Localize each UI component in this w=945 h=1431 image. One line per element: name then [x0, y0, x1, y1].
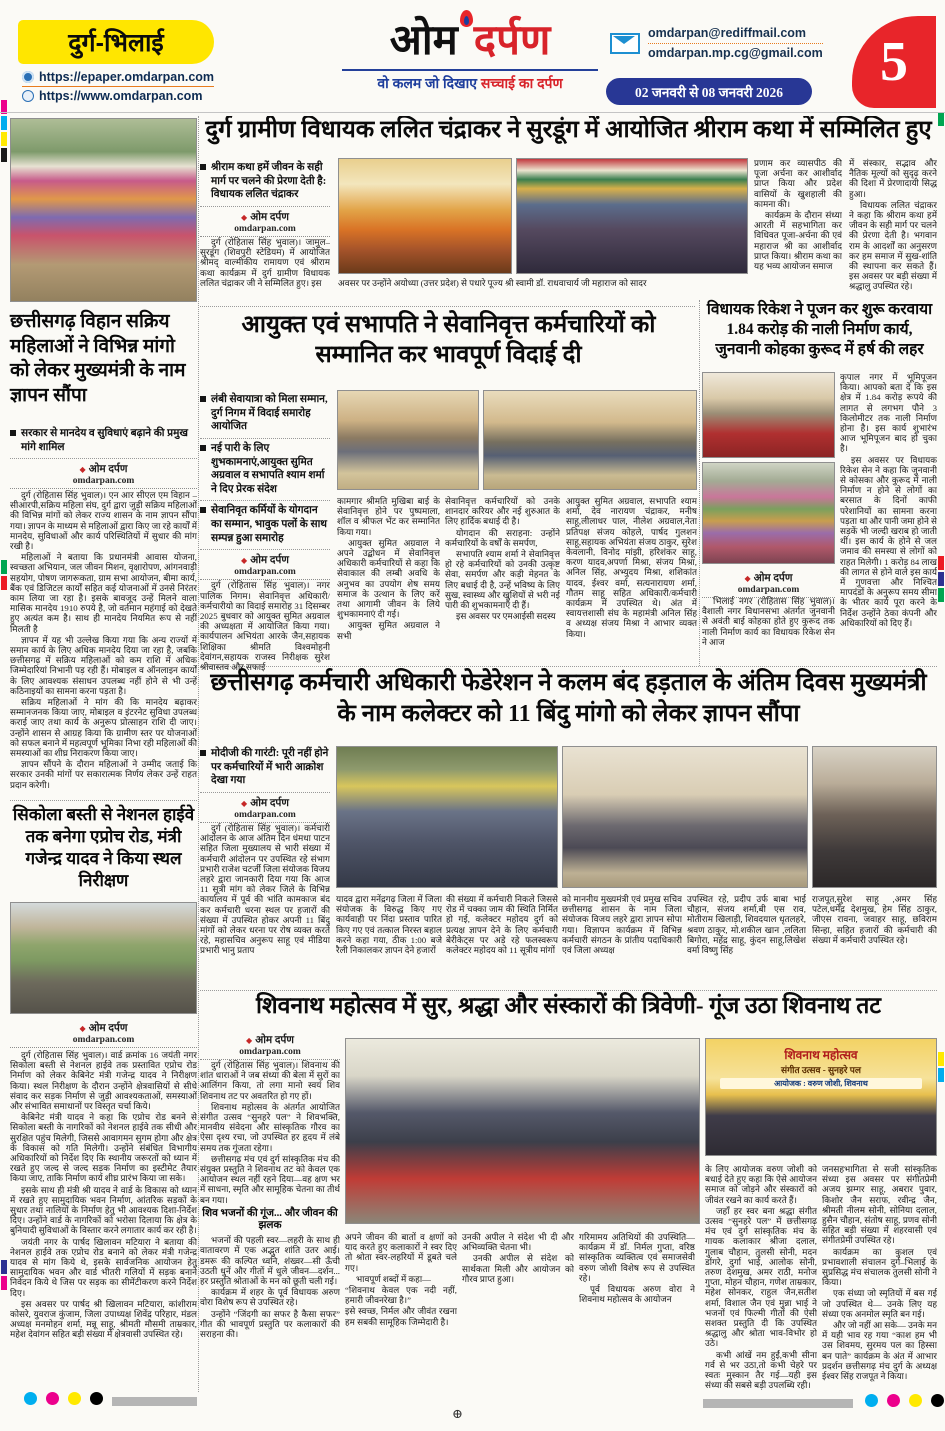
byline-site: omdarpan.com: [234, 809, 296, 820]
federation-col5: उपस्थित रहे, प्रदीप उर्फ बाबा भाई चौहान, संजय शर्मा,बी एस राव, मोतीराम खिलाड़ी, शिवदयाल धृतलहरे, श्रवण ठाकुर, मो.शकील खान ,ललिता बिगोरा, महेंद्र साहू, कुंदन साहू,लिखेश वर्मा विष्णु सिंह: [687, 894, 806, 956]
shivnath-colC: गरिमामय अतिथियों की उपस्थिति— कार्यक्रम में डॉ. निर्मल गुप्ता, वरिष्ठ सांस्कृतिक व्यक्तित्व एवं समाजसेवी वरुण जोशी विशेष रूप से उपस्थित रहे। पूर्व विधायक अरुण वोरा ने शिवनाथ महोत्सव के आयोजन: [579, 1232, 695, 1305]
photo-shivnath-group: [345, 1038, 700, 1224]
photo-sikola-inspection: [10, 902, 197, 1014]
registration-mark: ⊕: [452, 1406, 463, 1421]
byline: [200, 1030, 340, 1060]
black-dot: [90, 1392, 103, 1405]
diamond-icon: ◆: [241, 556, 248, 566]
article-shriram: [200, 116, 937, 304]
photo-federation-rally: [336, 746, 558, 888]
diamond-icon: ◆: [246, 1036, 253, 1045]
rikesh-body-left: भिलाई नगर (रोहितास सिंह भुवाल)। वैशाली नगर विधानसभा अंतर्गत जुनवानी से अवंती बाई कोहका होते हुए कुरूद तक नाली निर्माण कार्य का विधायक रिकेश सेन ने आज: [702, 596, 835, 647]
diamond-icon: ◆: [241, 212, 248, 222]
logo-tagline: [336, 74, 604, 93]
website-url-link[interactable]: [22, 87, 214, 105]
shriram-headline: दुर्ग ग्रामीण विधायक ललित चंद्राकर ने सुरडूंग में आयोजित श्रीराम कथा में सम्मिलित हुए: [205, 117, 932, 143]
diamond-icon: ◆: [79, 1024, 86, 1033]
article-shivnath: [200, 992, 937, 1422]
diamond-icon: ◆: [79, 465, 86, 475]
shriram-bullet: [200, 158, 330, 207]
vihaan-headline: छत्तीसगढ़ विहान सक्रिय महिलाओं ने विभिन्न मांगो को लेकर मुख्यमंत्री के नाम ज्ञापन सौंपा: [10, 311, 186, 407]
bullet-square-icon: [200, 164, 206, 170]
sikola-headline: सिकोला बस्ती से नेशनल हाईवे तक बनेगा एप्रोच रोड, मंत्री गजेन्द्र यादव ने किया स्थल निरीक्षण: [12, 805, 195, 891]
byline-site: omdarpan.com: [737, 585, 800, 595]
email-rediffmail[interactable]: omdarpan@rediffmail.com: [648, 24, 823, 44]
byline-site: omdarpan.com: [72, 476, 135, 487]
shriram-col3: प्रणाम कर व्यासपीठ की पूजा अर्चना कर आशीर्वाद प्राप्त किया और प्रदेश वासियों के खुशहाली की कामना की। कार्यक्रम के दौरान संध्या आरती में सहभागिता कर विधिवत पूजा-अर्चना की एवं महाराज श्री का आशीर्वाद प्राप्त किया। श्रीराम कथा का यह भव्य आयोजन समाज: [754, 158, 842, 272]
shriram-col4: में संस्कार, सद्भाव और नैतिक मूल्यों को सुदृढ़ करने की दिशा में प्रेरणादायी सिद्ध हुआ। विधायक ललित चंद्राकर ने कहा कि श्रीराम कथा हमें जीवन के सही मार्ग पर चलने की प्रेरणा देती है। भगवान राम के आदर्शों का अनुसरण कर हम समाज में सुख-शांति की स्थापना कर सकते हैं। इस अवसर पर बड़ी संख्या में श्रद्धालु उपस्थित रहे।: [849, 158, 937, 292]
print-color-patch: [1, 560, 7, 574]
vidai-bullet-3: सेवानिवृत कर्मियों के योगदान का सम्मान, भावुक पलों के साथ सम्पन्न हुआ समारोह: [200, 501, 330, 550]
section-divider: [10, 800, 197, 801]
byline-site: omdarpan.com: [234, 223, 296, 234]
yellow-dot: [909, 1394, 922, 1407]
email-icon: [610, 33, 640, 54]
byline: [10, 459, 197, 489]
diamond-icon: ◆: [241, 798, 248, 808]
photo-shriram-stage: [338, 158, 512, 274]
gray-bar: [703, 1399, 853, 1408]
byline: [200, 207, 330, 237]
print-marks-right: [703, 1394, 944, 1412]
column-divider: [699, 300, 700, 666]
shivnath-subhead: शिव भजनों की गूंज... और जीवन की झलक: [202, 1207, 338, 1232]
issue-date-text: 02 जनवरी से 08 जनवरी 2026: [634, 84, 784, 100]
photo-shivnath-stage: [705, 1038, 937, 1156]
byline: [10, 1018, 197, 1048]
federation-headline: छत्तीसगढ़ कर्मचारी अधिकारी फेडेरेशन ने कलम बंद हड़ताल के अंतिम दिवस मुख्यमंत्री के नाम कलेक्टर को 11 बिंदु मांगो को लेकर ज्ञापन सौंपा: [210, 670, 927, 728]
byline: [702, 568, 835, 598]
magenta-dot: [46, 1392, 59, 1405]
bullet-square-icon: [200, 396, 206, 402]
page-number: 5: [880, 31, 908, 93]
byline-brand: ओम दर्पण: [88, 1023, 128, 1034]
shriram-intro: दुर्ग (रोहितास सिंह भुवाल)। जामुल–सुरडूंग (शिवपुरी स्टेडियम) में आयोजित श्रीमद् वाल्मीकीय रामायण एवं श्रीराम कथा कार्यक्रम में दुर्ग ग्रामीण विधायक ललित चंद्राकर जी ने सम्मिलित हुए। इस: [200, 236, 330, 288]
epaper-url[interactable]: https://epaper.omdarpan.com: [39, 70, 215, 84]
newspaper-logo: [336, 10, 604, 93]
yellow-dot: [68, 1392, 81, 1405]
byline-brand: ओम दर्पण: [250, 797, 289, 809]
print-color-patch: [938, 556, 944, 570]
federation-col2: यादव द्वारा मनेंद्रगढ़ जिला में जिला संयोजक के विरुद्ध किए गए कार्यवाही पर निंदा प्रस्ताव पारित किए गए एवं तत्काल निरस्त बहाल करने कहा गया, ठीक 1:00 बजे रैली निकालकर ज्ञापन देने हजारों: [336, 894, 442, 956]
flame-pen-icon: [460, 10, 473, 27]
header-divider: [0, 112, 945, 113]
stage-banner-text: शिवनाथ महोत्सव संगीत उत्सव - सुनहरे पल आयोजक : वरुण जोशी, शिवनाथ: [720, 1046, 922, 1089]
page-number-badge: [852, 16, 936, 108]
federation-bullet: मोदीजी की गारंटी: पूरी नहीं होने पर कर्मचारियों में भारी आक्रोश देखा गया: [200, 744, 330, 793]
shivnath-colD: के लिए आयोजक वरुण जोशी को बधाई देते हुए कहा कि ऐसे आयोजन समाज को जोड़ने और संस्कारों को जीवंत रखने का कार्य करते हैं। जहाँ हर स्वर बना श्रद्धा संगीत उत्सव “सुनहरे पल” में छत्तीसगढ़ मंच एवं दुर्ग सांस्कृतिक मंच के गायक कलाकार श्रीजा दलाल, गुलाब चौहान, तुलसी सोनी, मदन डोंगरे, दुर्गा भाई, आलोक सोनी, तरुण देशमुख, अमर राठी, मनोज गुप्ता, मोहन चौहान, गणेश ताम्रकार, महेश सोनकर, राहुल जैन,सतीश शर्मा, विशाल जैन एवं मुन्ना भाई ने भजनों एवं फिल्मी गीतों की ऐसी सशक्त प्रस्तुति दी कि उपस्थित श्रद्धालु और श्रोता भाव-विभोर हो उठे। कभी आंखें नम हुईं,कभी सीना गर्व से भर उठा,तो कभी चेहरे पर स्वतः मुस्कान तैर गई—यही इस संध्या की सबसे बड़ी उपलब्धि रही।: [705, 1164, 817, 1391]
shivnath-col1: दुर्ग (रोहितास सिंह भुवाल)। शिवनाथ की शांत धाराओं ने जब संध्या की बेला में सुरों का आलिंगन किया, तो लगा मानो स्वयं शिव शिवनाथ तट पर अवतरित हो गए हों। शिवनाथ महोत्सव के अंतर्गत आयोजित संगीत उत्सव “सुनहरे पल” ने शिवभक्ति, मानवीय संवेदना और सांस्कृतिक गौरव का ऐसा दृश्य रचा, जो उपस्थित हर हृदय में लंबे समय तक गूंजता रहेगा। छत्तीसगढ़ मंच एवं दुर्ग सांस्कृतिक मंच की संयुक्त प्रस्तुति ने शिवनाथ तट को केवल एक आयोजन स्थल नहीं रहने दिया—वह क्षण भर में साधना, स्मृति और सामूहिक चेतना का तीर्थ बन गया। शिव भजनों की गूंज... और जीवन की झलक भजनों की पहली स्वर—लहरी के साथ ही वातावरण में एक अद्भुत शांति उतर आई। डमरू की कल्पित ध्वनि, शंख्वर—सी ऊँची उठती धुनें और गीतों में धुले जीवन—दर्शन... हर प्रस्तुति श्रोताओं के मन को छूती चली गई। कार्यक्रम में शहर के पूर्व विधायक अरुण वोरा विशेष रूप से उपस्थित रहे। उन्होंने “जिंदगी का सफर है कैसा सफर” गीत की भावपूर्ण प्रस्तुति पर कलाकारों की सराहना की।: [200, 1060, 340, 1340]
gray-bar: [112, 1397, 197, 1406]
photo-federation-officials: [812, 746, 937, 888]
vihaan-body: दुर्ग (रोहितास सिंह भुवाल)। एन आर सीएल एम विहान – सीआरपी,सक्रिय महिला संघ, दुर्ग द्वारा जुड़ी सक्रिय महिलाओं की विभिन्न मांगों को लेकर राज्य शासन के नाम ज्ञापन सौंपा गया। ज्ञापन के माध्यम से महिलाओं द्वारा किए जा रहे कार्यों में मानदेय, सुविधाओं और कार्य परिस्थितियों में सुधार की मांग रखी है। महिलाओं ने बताया कि प्रधानमंत्री आवास योजना, स्वच्छता अभियान, जल जीवन मिशन, वृक्षारोपण, आंगनवाड़ी सहयोग, पोषण जागरूकता, ग्राम सभा आयोजन, बीमा कार्य, बैंक एवं डिजिटल कार्यों सहित कई योजनाओं में उनसे निरंतर काम लिया जा रहा है। इसके बावजूद उन्हें मिलने वाला मासिक मानदेय 1910 रुपये है, जो वर्तमान महंगाई को देखते हुए अत्यंत कम है। साथ ही मानदेय नियमित रूप से नहीं मिलती है ज्ञापन में यह भी उल्लेख किया गया कि अन्य राज्यों में समान कार्य के लिए अधिक मानदेय दिया जा रहा है, जबकि छत्तीसगढ़ में सक्रिय महिलाओं को कम राशि में अधिक जिम्मेदारियां निभानी पड़ रही हैं। मोबाइल व ऑनलाइन कार्यों के लिए आवश्यक संसाधन उपलब्ध नहीं होने से भी उन्हें कठिनाइयों का सामना करना पड़ता है। सक्रिय महिलाओं ने मांग की कि मानदेय बढ़ाकर सम्मानजनक किया जाए, मोबाइल व इंटरनेट सुविधा उपलब्ध कराई जाए तथा कार्य के अनुरूप प्रोत्साहन राशि दी जाए। उन्होंने शासन से आग्रह किया कि ग्रामीण स्तर पर योजनाओं को सफल बनाने में महत्वपूर्ण भूमिका निभा रही महिलाओं की समस्याओं का शीघ्र निराकरण किया जाए। ज्ञापन सौंपने के दौरान महिलाओं ने उम्मीद जताई कि सरकार उनकी मांगों पर सकारात्मक निर्णय लेकर उन्हें राहत प्रदान करेगी।: [10, 490, 197, 790]
bullet-square-icon: [200, 445, 206, 451]
print-color-patch: [1, 1276, 7, 1290]
photo-shriram-crowd: [516, 158, 748, 274]
federation-col3: की संख्या में कर्मचारी निकले जिससे रोड में चक्का जाम की स्थिति निर्मित हो गई, कलेक्टर महोदय दुर्ग को प्रत्यक्ष ज्ञापन देने के लिए कर्मचारी बेरीकेट्स पर अड़े रहे फलस्वरूप कलेक्टर महोदय को 11 सूत्रीय मांगों: [446, 894, 558, 956]
federation-col6: राजपूत,सुरेश साहू ,अमर सिंह पटेल,धर्मेंद्र देशमुख, हेम सिंह ठाकुर, जीएस रावना, जवाहर साहू, छविराम सिन्हा, सहित हजारों की कर्मचारी की संख्या में कर्मचारी उपस्थित रहे।: [812, 894, 937, 945]
tagline-prefix: वो कलम जो दिखाए: [377, 75, 481, 91]
byline: [200, 793, 330, 823]
rikesh-headline: विधायक रिकेश ने पूजन कर शुरू करवाया 1.84 करोड़ की नाली निर्माण कार्य, जुनवानी कोहका कुरूद में हर्ष की लहर: [706, 301, 933, 359]
black-dot: [931, 1394, 944, 1407]
vidai-col1: दुर्ग (रोहितास सिंह भुवाल)। नगर पालिक निगम। सेवानिवृत्त अधिकारी/कर्मचारीयो का विदाई समारोह 31 दिसम्बर 2025 बुधवार को आयुक्त सुमित अग्रवाल की अध्यक्षता में आयोजित किया गया। कार्यपालन अभियंता आरके जैन,सहायक शिक्षिका श्रीमति विश्वमोहनी देवांगन,सहायक राजस्व निरीक्षक सुरेश श्रीवास्तव और सफाई: [200, 580, 330, 673]
link-icon: [22, 71, 34, 83]
logo-word-darpan: दर्पण: [473, 18, 551, 64]
byline-brand: ओम दर्पण: [88, 464, 128, 476]
email-gmail[interactable]: omdarpan.mp.cg@gmail.com: [648, 45, 823, 60]
bullet-square-icon: [10, 430, 16, 436]
byline-brand: ओम दर्पण: [250, 211, 289, 223]
print-color-patch: [1, 116, 7, 130]
vidai-col2: कामगार श्रीमति मुखिबा बाई के सेवानिवृत्त होने पर पुष्पमाला, शॉल व श्रीफल भेंट कर सम्मानित किया गया। आयुक्त सुमित अग्रवाल ने अपने उद्बोधन में सेवानिवृत्त अधिकारी कर्मचारियों से कहा कि सेवाकाल की लम्बी अवधि के अनुभव का उपयोग शेष समय समाज के उत्थान के लिए करें तथा आगामी जीवन के लिये शुभकामनाएं दी गई। आयुक्त सुमित अग्रवाल ने सभी: [337, 496, 440, 641]
print-color-patch: [1, 576, 7, 590]
vidai-bullet-1: लंबी सेवायात्रा को मिला सम्मान, दुर्ग निगम में विदाई समारोह आयोजित: [200, 390, 330, 439]
cyan-dot: [865, 1394, 878, 1407]
photo-vihaan-protest: [10, 118, 197, 302]
photo-vidai-hall-2: [483, 390, 697, 490]
print-color-patch: [1, 1260, 7, 1274]
site-urls: [22, 68, 214, 105]
byline-brand: ओम दर्पण: [250, 555, 289, 567]
print-color-patch: [938, 112, 944, 126]
article-federation: [200, 668, 937, 990]
vidai-bullet-2: नई पारी के लिए शुभकामनाएं,आयुक्त सुमित अग्रवाल व सभापति श्याम शर्मा ने दिए प्रेरक संदेश: [200, 439, 330, 502]
issue-date-banner: [606, 78, 812, 105]
vihaan-bullet-text: सरकार से मानदेय व सुविधाएं बढ़ाने की प्रमुख मांगे शामिल: [21, 428, 188, 453]
vihaan-bullet: [10, 424, 197, 459]
logo-underline: [342, 69, 598, 71]
shivnath-colA: अपने जीवन की बातों व क्षणों को याद करते हुए कलाकारों ने स्वर दिए तो श्रोता स्वर-लहरियों में डूबते चले गए। भावपूर्ण शब्दों में कहा— “शिवनाथ केवल एक नदी नहीं, हमारी जीवनरेखा है।” इसे स्वच्छ, निर्मल और जीवंत रखना हम सबकी सामूहिक जिम्मेदारी है।: [345, 1232, 457, 1327]
byline-site: omdarpan.com: [234, 567, 296, 578]
byline: [200, 550, 330, 580]
byline-site: omdarpan.com: [239, 1047, 301, 1057]
photo-vidai-hall-1: [337, 390, 479, 490]
shivnath-headline: शिवनाथ महोत्सव में सुर, श्रद्धा और संस्कारों की त्रिवेणी- गूंज उठा शिवनाथ तट: [256, 993, 881, 1018]
shriram-bullet-text: श्रीराम कथा हमें जीवन के सही मार्ग पर चलने की प्रेरणा देती है: विधायक ललित चंद्राकर: [211, 162, 327, 201]
shivnath-colE: जनसहभागिता से सजी सांस्कृतिक संध्या इस अवसर पर संगीतप्रेमी अजय झम्गर साहू, अबरार पुवार, किशोर जैन सराफ, रवीन्द्र जैन, श्रीमती नीलम सोनी, सोनिया दलाल, हुसैन चौहान, संतोष साहू, प्रणव सोनी सहित बड़ी संख्या में शहरवासी एवं संगीतप्रेमी उपस्थित रहे। कार्यक्रम का कुशल एवं प्रभावशाली संचालन दुर्ग–भिलाई के सुप्रसिद्ध मंच संचालक तुलसी सोनी ने किया। एक संध्या जो स्मृतियों में बस गई जो उपस्थित थे— उनके लिए यह संध्या एक अनमोल स्मृति बन गई। और जो नहीं आ सके— उनके मन में यही भाव रह गया “काश हम भी उस शिवमय, सुरमय पल का हिस्सा बन पाते” कार्यक्रम के अंत में आभार प्रदर्शन छत्तीसगढ़ मंच दुर्ग के अध्यक्ष ईश्वर सिंह राजपूत ने किया।: [822, 1164, 937, 1382]
print-marks-left: [24, 1392, 197, 1410]
epaper-url-link[interactable]: [22, 68, 214, 87]
vidai-col4: आयुक्त सुमित अग्रवाल, सभापति श्याम शर्मा, देव नारायण चंद्राकर, मनीष साहू,लीलाधर पाल, नीलेश अग्रवाल,नेता प्रतिपक्ष संजय कोहले, पार्षद गुलशन साहू,सहायक अभियंता संजय ठाकुर, सुरेश केवलानी, विनोद मांझी, हरिशंकर साहू, करण यादव,अपर्णा मिश्रा, संजय मिश्रा, अनिल सिंह, अभ्युदय मिश्रा, शशिकांत यादव, ईश्वर वर्मा, सत्यनारायण शर्मा, गौतम साहू सहित अधिकारी/कर्मचारी कार्यक्रम में उपस्थित थे। अंत में स्वायत्तशासी संघ के महामंत्री अनिल सिंह व अध्यक्ष संजय मिश्रा ने आभार व्यक्त किया।: [566, 496, 697, 639]
column-divider: [198, 116, 199, 1392]
byline-brand: ओम दर्पण: [753, 573, 793, 584]
vidai-col3: सेवानिवृत्त कर्मचारियों को उनके शानदार करियर और नई शुरुआत के लिए हार्दिक बधाई दी है। योगदान की सराहना: उन्होंने कर्मचारियों के वर्षों के समर्पण, सभापति श्याम शर्मा ने सेवानिवृत्त हो रहे कर्मचारियों को उनकी उत्कृष्ट सेवा, समर्पण और कड़ी मेहनत के लिए बधाई दी है, उन्हें भविष्य के लिए सुख, स्वास्थ्य और खुशियों से भरी नई पारी की शुभकामनाएँ दी हैं। इस अवसर पर एमआईसी सदस्य: [445, 496, 560, 622]
federation-col1: दुर्ग (रोहितास सिंह भुवाल)। कर्मचारी आंदोलन के आज अंतिम दिन धंमधा पाटन सहित जिला मुख्यालय से भारी संख्या में कर्मचारी आंदोलन पर उपस्थित रहे संभाग प्रभारी राजेश चटर्जी जिला संयोजक विजय लहरे द्वारा जानकारी दिया गया कि आज 11 सूत्री मांग को लेकर जिले के विभिन्न कार्यालय में पूर्व की भांति कामकाज बंद कर कर्मचारी धरना स्थल पर हजारों की संख्या में उपस्थित होकर अपनी 11 बिंदु मांगों को लेकर धरना पर रोष व्यक्त करते रहे, महासचिव अनुरूप साहू एवं मीडिया प्रभारी भानु प्रताप: [200, 822, 330, 956]
byline-site: omdarpan.com: [72, 1035, 135, 1045]
photo-federation-meeting: [562, 746, 808, 888]
section-divider: [200, 306, 695, 307]
print-color-patch: [938, 1068, 944, 1082]
region-text: दुर्ग-भिलाई: [68, 29, 164, 57]
shivnath-colB: उनकी अपील ने संदेश भी दी और अभिव्यक्ति चेतना भी। उनकी अपील से संदेश को सार्थकता मिली और आयोजन को गौरव प्राप्त हुआ।: [462, 1232, 574, 1284]
globe-icon: [22, 90, 34, 102]
federation-col4: को माननीय मुख्यमंत्री एवं प्रमुख सचिव छत्तीसगढ़ शासन के नाम जिला संयोजक विजय लहरे द्वारा ज्ञापन सोपा गया। विज्ञापन कार्यक्रम में विभिन्न कर्मचारी संगठन के प्रांतीय पदाधिकारी एवं जिला अध्यक्ष: [562, 894, 682, 956]
print-color-patch: [938, 572, 944, 586]
print-color-patch: [1, 148, 7, 162]
print-color-patch: [938, 1052, 944, 1066]
cyan-dot: [24, 1392, 37, 1405]
contact-emails: [610, 24, 823, 63]
article-rikesh: [702, 300, 937, 666]
edition-region-label: [18, 20, 214, 64]
byline-brand: ओम दर्पण: [255, 1035, 294, 1046]
magenta-dot: [887, 1394, 900, 1407]
photo-rikesh-crowd: [702, 462, 835, 564]
tagline-accent: सच्चाई का दर्पण: [480, 75, 563, 91]
diamond-icon: ◆: [744, 574, 751, 583]
print-color-patch: [938, 588, 944, 602]
rikesh-body-right: कृपाल नगर में भूमिपूजन किया। आपको बता दें कि इस क्षेत्र में 1.84 करोड़ रूपये की लागत से लगभग पौने 3 किलोमीटर तक नाली निर्माण होना है। इस कार्य शुभारंभ आज भूमिपूजन बाद हो चुका है। इस अवसर पर विधायक रिकेश सेन ने कहा कि जुनवानी से कोसका और कुरूद में नाली निर्माण न होने से लोगों का बरसात के दिनों काफी परेशानियों का सामना करना पड़ता था और पानी जमा होने से सड़कें भी जल्दी खराब हो जाती थीं। इस कार्य के होने से जल जमाव की समस्या से लोगों को राहत मिलेगी। 1 करोड़ 84 लाख की लागत से होने वाले इस कार्य में गुणवत्ता और निश्चित मापदंडों के अनुरूप समय सीमा के भीतर कार्य पूरा करने के निर्देश उन्होंने ठेका कंपनी और अधिकारियों को दिए हैं।: [840, 372, 937, 628]
website-url[interactable]: https://www.omdarpan.com: [39, 89, 203, 104]
print-color-patch: [1, 132, 7, 146]
shriram-caption: अवसर पर उन्होंने अयोध्या (उत्तर प्रदेश) से पधारे पूज्य श्री स्वामी डॉ. राधवाचार्य जी महाराज को सादर: [338, 278, 647, 288]
logo-word-om: ओम: [389, 18, 458, 64]
bullet-square-icon: [200, 507, 206, 513]
vidai-headline: आयुक्त एवं सभापति ने सेवानिवृत्त कर्मचारियों को सम्मानित कर भावपूर्ण विदाई दी: [241, 312, 656, 368]
bullet-square-icon: [200, 750, 206, 756]
photo-rikesh-bhumipujan: [702, 372, 835, 458]
article-vidai: [200, 310, 697, 673]
sikola-body: दुर्ग (रोहितास सिंह भुवाल)। वार्ड क्रमांक 16 जयंती नगर सिकोला बस्ती से नेशनल हाईवे तक प्रस्तावित एप्रोच रोड निर्माण को लेकर केबिनेट मंत्री गजेन्द्र यादव ने निरीक्षण किया। स्थल निरीक्षण के दौरान उन्होंने क्षेत्रवासियों से सीधे संवाद कर सड़क निर्माण से जुड़ी आवश्यकताओं, समस्याओं और संभावित समाधानों पर विस्तृत चर्चा किये। केबिनेट मंत्री यादव ने कहा कि एप्रोच रोड बनने से सिकोला बस्ती के नागरिकों को नेशनल हाईवे तक सीधी और सुरक्षित पहुंच मिलेगी, जिससे आवागमन सुगम होगा और क्षेत्र के विकास को गति मिलेगी। उन्होंने संबंधित विभागीय अधिकारियों को निर्देश दिए कि स्थानीय जरूरतों को ध्यान में रखते हुए जल्द से जल्द सड़क निर्माण का इस्टीमेट तैयार किया जाए, ताकि निर्माण कार्य शीघ्र प्रारंभ किया जा सके। इसके साथ ही मंत्री श्री यादव ने वार्ड के विकास को ध्यान में रखते हुए सामुदायिक भवन निर्माण, आंतरिक सड़कों के सुधार तथा नालियों के निर्माण हेतु भी आवश्यक दिशा-निर्देश दिए। उन्होंने वार्ड के नागरिकों को भरोसा दिलाया कि क्षेत्र के बुनियादी सुविधाओं के विस्तार करने लगातार कार्य कर रही है। जयंती नगर के पार्षद खिलावन मटियारा ने बताया की नेशनल हाईवे तक एप्रोच रोड बनाने को लेकर मंत्री गजेन्द्र यादव से मांग किये थे, इसके सार्वजनिक आयोजन हेतु सामुदायिक भवन और वार्ड भीतरी गलियों में सड़क बनाने निवेदन किये थे जिस पर सड़क का सीमेंटीकरण करने निर्देश दिए। इस अवसर पर पार्षद श्री खिलावन मटियारा, कांशीराम कोसरे, युवराज कुंजाम, जिला उपाध्यक्ष शिवेंद्र परिहार, मंडल अध्यक्ष मनमोहन शर्मा, मन्नू साहू, श्रीमती मौसमी ताम्रकार, महेश देवांगन सहित बड़ी संख्या में क्षेत्रवासी उपस्थित रहे।: [10, 1050, 197, 1340]
